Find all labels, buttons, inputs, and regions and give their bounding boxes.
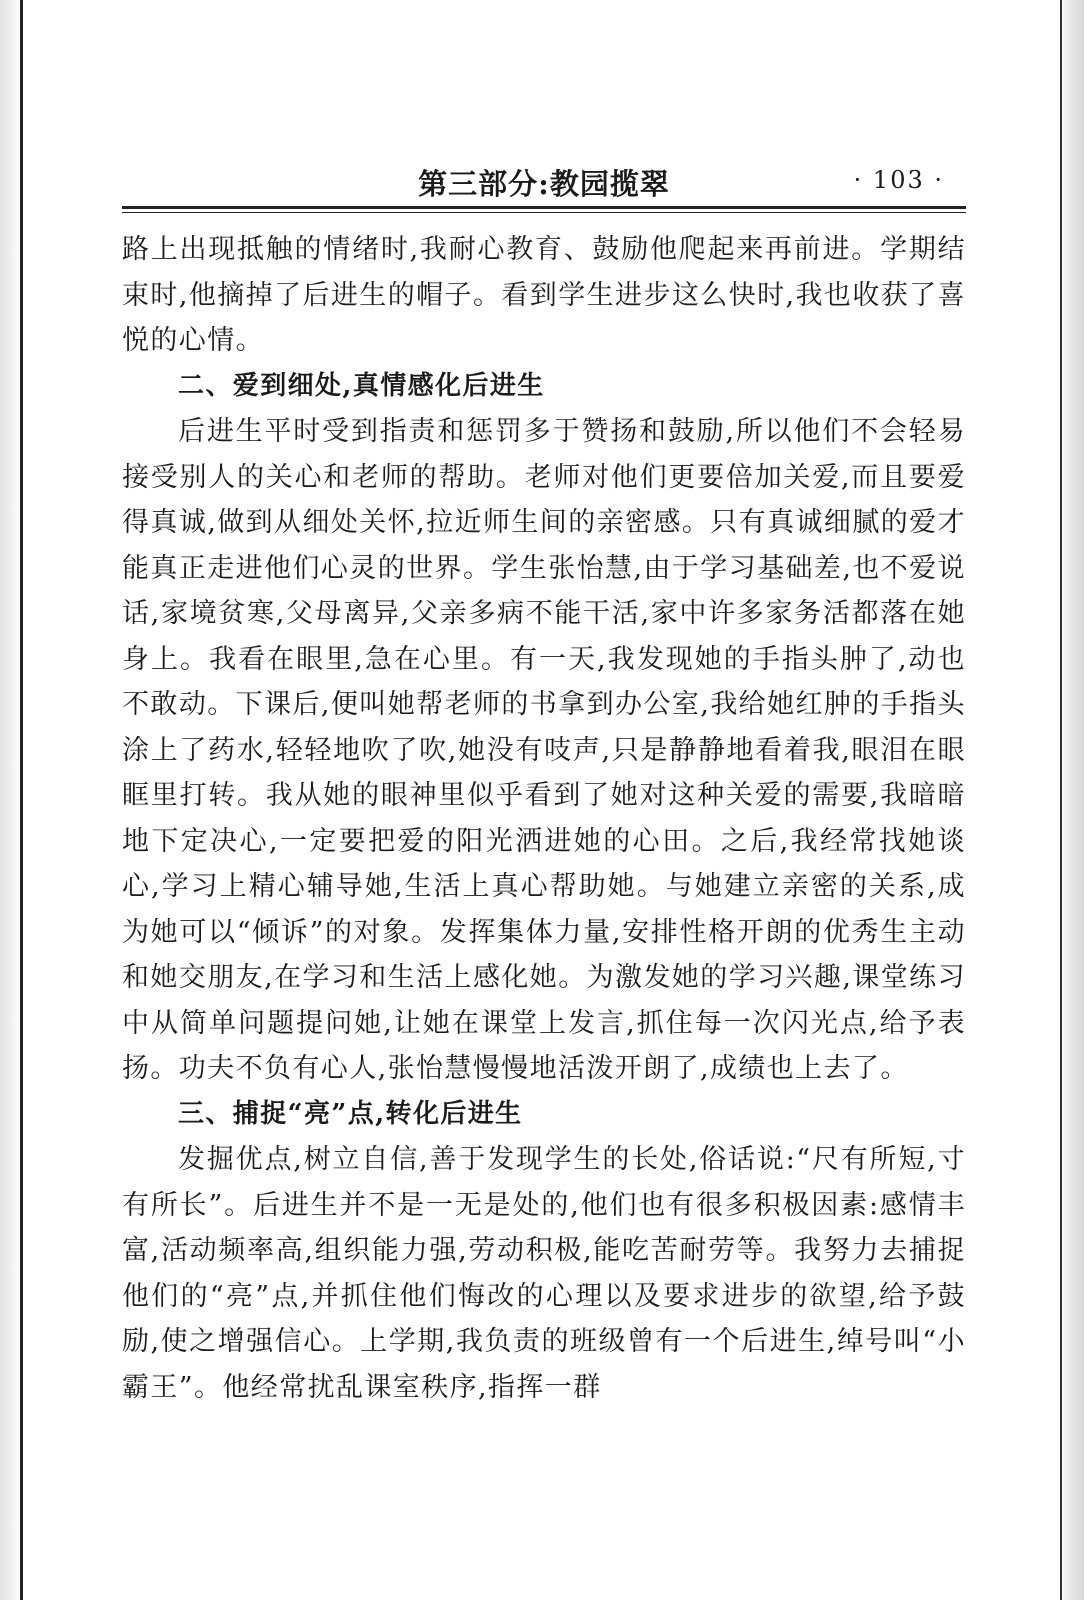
section-heading-3: 三、捕捉“亮”点,转化后进生 bbox=[178, 1098, 523, 1129]
running-header-title: 第三部分:教园揽翠 bbox=[418, 167, 670, 201]
page-number: · 103 · bbox=[853, 166, 944, 194]
book-page bbox=[122, 160, 966, 1410]
paragraph-section-3: 发掘优点,树立自信,善于发现学生的长处,俗话说:“尺有所短,寸有所长”。后进生并不是一无是处的,他们也有很多积极因素:感情丰富,活动频率高,组织能力强,劳动积极,能吃苦耐劳等。我努力去捕捉他们的“亮”点,并抓住他们悔改的心理以及要求进步的欲望,给予鼓励,使之增强信心。上学期,我负责的班级曾有一个后进生,绰号叫“小霸王”。他经常扰乱课室秩序,指挥一群 bbox=[122, 1144, 966, 1403]
section-heading-2: 二、爱到细处,真情感化后进生 bbox=[178, 370, 545, 401]
running-header bbox=[122, 160, 966, 204]
body-text bbox=[122, 227, 966, 1410]
header-rule-thick bbox=[122, 206, 966, 209]
paragraph-section-2: 后进生平时受到指责和惩罚多于赞扬和鼓励,所以他们不会轻易接受别人的关心和老师的帮助。老师对他们更要倍加关爱,而且要爱得真诚,做到从细处关怀,拉近师生间的亲密感。只有真诚细腻的爱才能真正走进他们心灵的世界。学生张怡慧,由于学习基础差,也不爱说话,家境贫寒,父母离异,父亲多病不能干活,家中许多家务活都落在她身上。我看在眼里,急在心里。有一天,我发现她的手指头肿了,动也不敢动。下课后,便叫她帮老师的书拿到办公室,我给她红肿的手指头涂上了药水,轻轻地吹了吹,她没有吱声,只是静静地看着我,眼泪在眼眶里打转。我从她的眼神里似乎看到了她对这种关爱的需要,我暗暗地下定决心,一定要把爱的阳光洒进她的心田。之后,我经常找她谈心,学习上精心辅导她,生活上真心帮助她。与她建立亲密的关系,成为她可以“倾诉”的对象。发挥集体力量,安排性格开朗的优秀生主动和她交朋友,在学习和生活上感化她。为激发她的学习兴趣,课堂练习中从简单问题提问她,让她在课堂上发言,抓住每一次闪光点,给予表扬。功夫不负有心人,张怡慧慢慢地活泼开朗了,成绩也上去了。 bbox=[122, 416, 966, 1084]
scan-edge-right bbox=[1060, 0, 1084, 1600]
scan-border-left bbox=[20, 0, 23, 1600]
paragraph-continued: 路上出现抵触的情绪时,我耐心教育、鼓励他爬起来再前进。学期结束时,他摘掉了后进生的帽子。看到学生进步这么快时,我也收获了喜悦的心情。 bbox=[122, 234, 966, 356]
scan-border-right bbox=[1060, 0, 1062, 1600]
scan-edge-left bbox=[0, 0, 20, 1600]
header-rule-thin bbox=[122, 212, 966, 213]
